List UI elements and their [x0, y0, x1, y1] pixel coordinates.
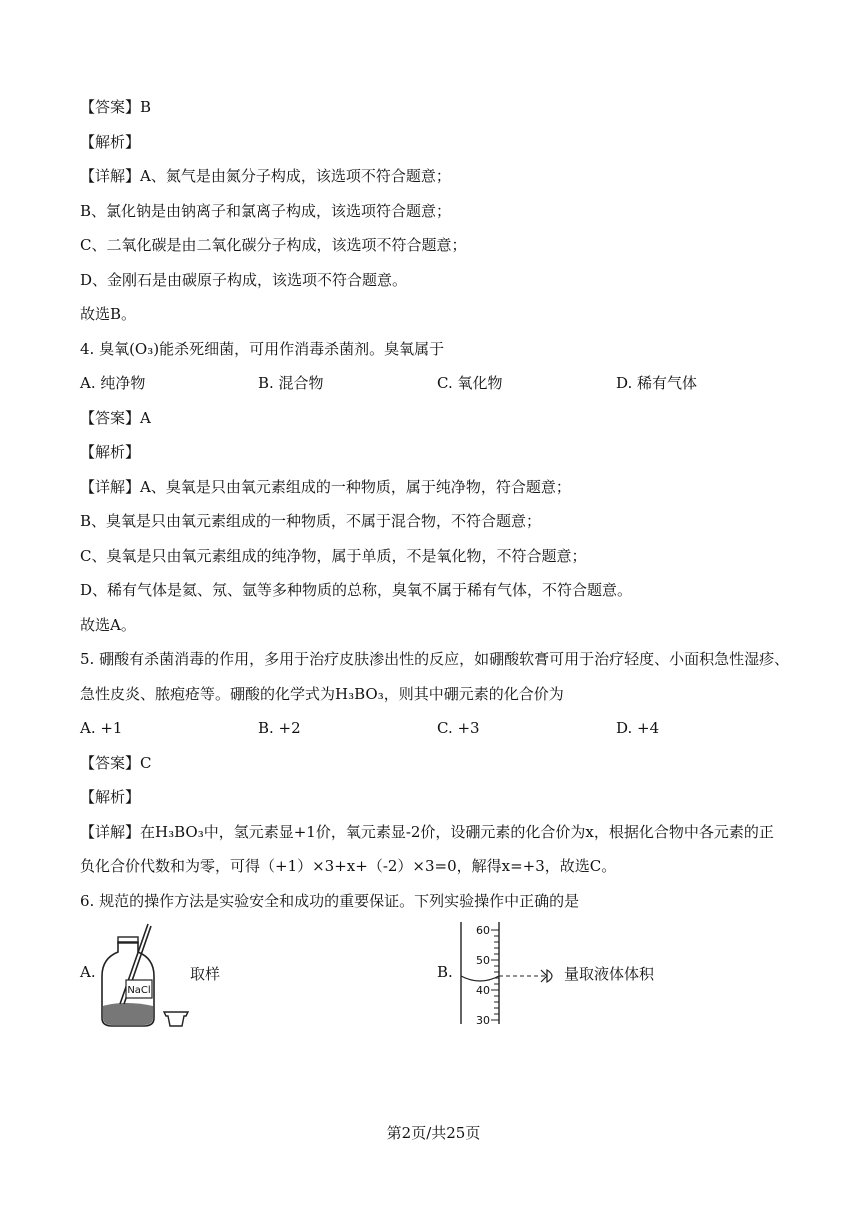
reagent-bottle-figure: [96, 920, 196, 1030]
q6-option-a-label: A.: [80, 963, 96, 981]
explanation-line: 【详解】A、臭氧是只由氧元素组成的一种物质，属于纯净物，符合题意；: [80, 478, 571, 496]
explanation-line: C、二氧化碳是由二氧化碳分子构成，该选项不符合题意；: [80, 236, 467, 254]
tick-label-30: 30: [476, 1014, 490, 1027]
explanation-line: 【详解】A、氮气是由氮分子构成，该选项不符合题意；: [80, 167, 451, 185]
analysis-label: 【解析】: [80, 443, 141, 461]
explanation-line: 【详解】在H₃BO₃中，氢元素显+1价，氧元素显-2价，设硼元素的化合价为x，根据化合物中各元素的正: [80, 823, 774, 841]
answer-label: 【答案】A: [80, 409, 151, 427]
conclusion-line: 故选B。: [80, 305, 137, 323]
question-4: 4. 臭氧(O₃)能杀死细菌，可用作消毒杀菌剂。臭氧属于: [80, 340, 445, 358]
explanation-line: B、臭氧是只由氧元素组成的一种物质，不属于混合物，不符合题意；: [80, 512, 542, 530]
conclusion-line: 故选A。: [80, 616, 136, 634]
q4-option-b: B. 混合物: [258, 374, 324, 392]
analysis-label: 【解析】: [80, 788, 141, 806]
q4-option-c: C. 氧化物: [437, 374, 503, 392]
tick-label-60: 60: [476, 924, 490, 937]
q5-option-c: C. +3: [437, 719, 480, 737]
q5-option-a: A. +1: [80, 719, 123, 737]
tick-label-50: 50: [476, 954, 490, 967]
question-5-cont: 急性皮炎、脓疱疮等。硼酸的化学式为H₃BO₃，则其中硼元素的化合价为: [80, 685, 564, 703]
q6-option-a-caption: 取样: [190, 965, 221, 983]
q6-option-b-label: B.: [437, 963, 453, 981]
q5-option-d: D. +4: [616, 719, 660, 737]
answer-label: 【答案】C: [80, 754, 152, 772]
q5-option-b: B. +2: [258, 719, 301, 737]
question-6: 6. 规范的操作方法是实验安全和成功的重要保证。下列实验操作中正确的是: [80, 892, 580, 910]
cylinder-figure: [455, 918, 575, 1030]
q4-option-a: A. 纯净物: [80, 374, 146, 392]
explanation-line: D、稀有气体是氦、氖、氩等多种物质的总称，臭氧不属于稀有气体，不符合题意。: [80, 581, 633, 599]
analysis-label: 【解析】: [80, 133, 141, 151]
page-footer: 第2页/共25页: [386, 1124, 481, 1142]
q6-option-b-caption: 量取液体体积: [564, 965, 655, 983]
tick-label-40: 40: [476, 984, 490, 997]
explanation-line: 负化合价代数和为零，可得（+1）×3+x+（-2）×3=0，解得x=+3，故选C。: [80, 857, 617, 875]
explanation-line: D、金刚石是由碳原子构成，该选项不符合题意。: [80, 271, 408, 289]
q4-option-d: D. 稀有气体: [616, 374, 698, 392]
explanation-line: C、臭氧是只由氧元素组成的纯净物，属于单质，不是氧化物，不符合题意；: [80, 547, 587, 565]
question-5: 5. 硼酸有杀菌消毒的作用，多用于治疗皮肤渗出性的反应，如硼酸软膏可用于治疗轻度、小面积急性湿疹、: [80, 650, 790, 668]
answer-label: 【答案】B: [80, 98, 152, 116]
bottle-label: NaCl: [127, 985, 151, 996]
explanation-line: B、氯化钠是由钠离子和氯离子构成，该选项符合题意；: [80, 202, 452, 220]
